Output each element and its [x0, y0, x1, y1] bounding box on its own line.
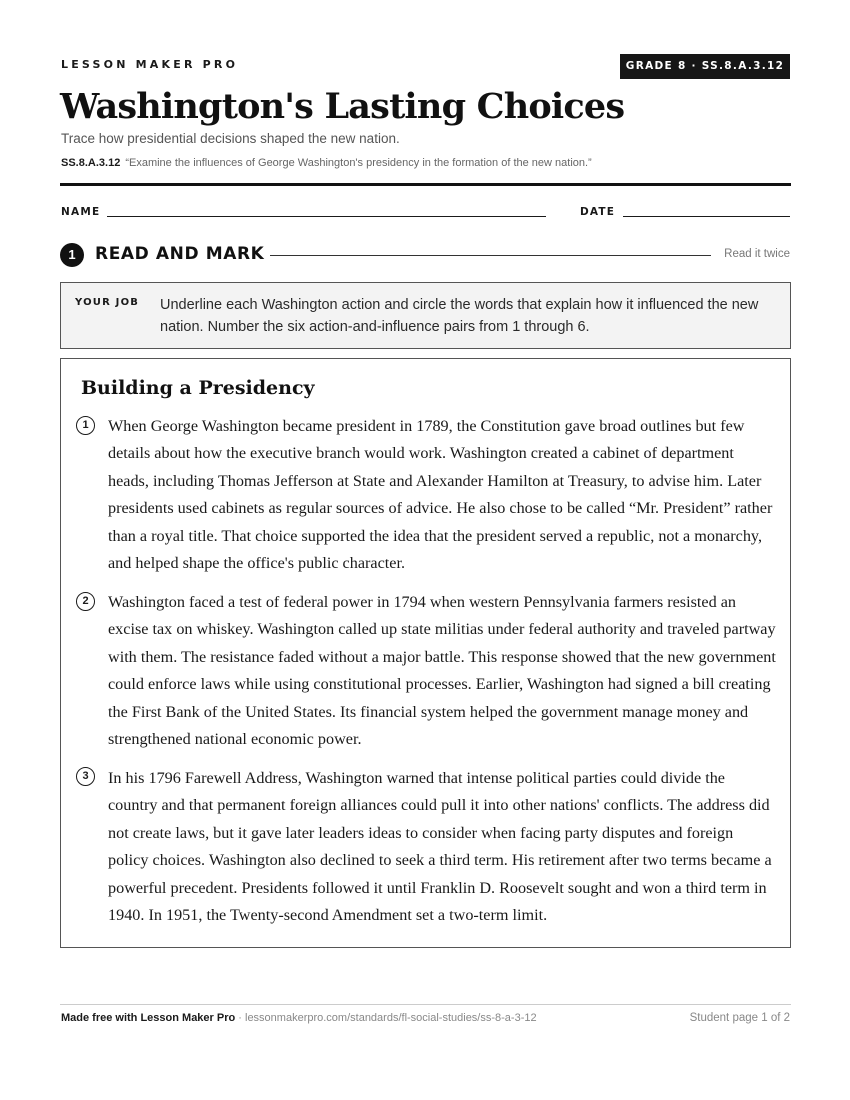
paragraph-number-badge: 2	[76, 592, 95, 611]
passage-paragraph: Washington faced a test of federal power in 1794 when western Pennsylvania farmers resisted an excise tax on whiskey. Washington called up state militias under federal authority and traveled partway with them. The resistance faded without a major battle. This response showed that the new government could enforce laws while using constitutional processes. Earlier, Washington had signed a bill creating the First Bank of the United States. Its financial system helped the government manage money and strengthened national economic power.	[108, 593, 776, 749]
footer-url: · lessonmakerpro.com/standards/fl-social-studies/ss-8-a-3-12	[235, 1012, 537, 1024]
standard-code: SS.8.A.3.12	[61, 157, 121, 169]
page-subtitle: Trace how presidential decisions shaped the new nation.	[61, 131, 400, 146]
header-divider	[60, 183, 791, 186]
name-field[interactable]	[107, 216, 546, 217]
standard-text: “Examine the influences of George Washington's presidency in the formation of the new nation.”	[125, 157, 592, 169]
section-note: Read it twice	[724, 248, 790, 260]
name-label: NAME	[61, 206, 101, 218]
instructions-box	[60, 282, 791, 349]
section-number-badge: 1	[60, 243, 84, 267]
grade-badge: GRADE 8 · SS.8.A.3.12	[620, 54, 790, 79]
date-label: DATE	[580, 206, 616, 218]
passage-paragraph: In his 1796 Farewell Address, Washington warned that intense political parties could divide the country and that permanent foreign alliances could pull it into other nations' conflicts. The address did not create laws, but it gave later leaders ideas to consider when facing party disputes and foreign policy choices. Washington also declined to seek a third term. His retirement after two terms became a powerful precedent. Presidents followed it until Franklin D. Roosevelt sought and won a third term in 1940. In 1951, the Twenty-second Amendment set a two-term limit.	[108, 769, 772, 925]
reading-passage	[60, 358, 791, 948]
page-title: Washington's Lasting Choices	[60, 86, 625, 127]
section-title: READ AND MARK	[95, 244, 265, 264]
brand-wordmark: LESSON MAKER PRO	[61, 58, 239, 71]
paragraph-number-badge: 1	[76, 416, 95, 435]
instructions-label: YOUR JOB	[75, 297, 140, 308]
section-divider	[270, 255, 711, 256]
passage-paragraph: When George Washington became president in 1789, the Constitution gave broad outlines but few details about how the executive branch would work. Washington created a cabinet of department heads, including Thomas Jefferson at State and Alexander Hamilton at Treasury, to advise him. Later presidents used cabinets as regular sources of advice. He also chose to be called “Mr. President” rather than a royal title. That choice supported the idea that the president served a republic, not a monarchy, and helped shape the office's public character.	[108, 417, 773, 573]
paragraph-number-badge: 3	[76, 767, 95, 786]
date-field[interactable]	[623, 216, 790, 217]
passage-heading: Building a Presidency	[81, 377, 315, 399]
instructions-text: Underline each Washington action and circle the words that explain how it influenced the new nation. Number the six action-and-influence pairs from 1 through 6.	[160, 297, 759, 335]
footer-made-by: Made free with Lesson Maker Pro	[61, 1012, 236, 1024]
page-indicator: Student page 1 of 2	[689, 1012, 790, 1024]
footer-credit	[61, 1012, 537, 1024]
footer-divider	[60, 1004, 791, 1005]
standard-line	[61, 157, 592, 169]
